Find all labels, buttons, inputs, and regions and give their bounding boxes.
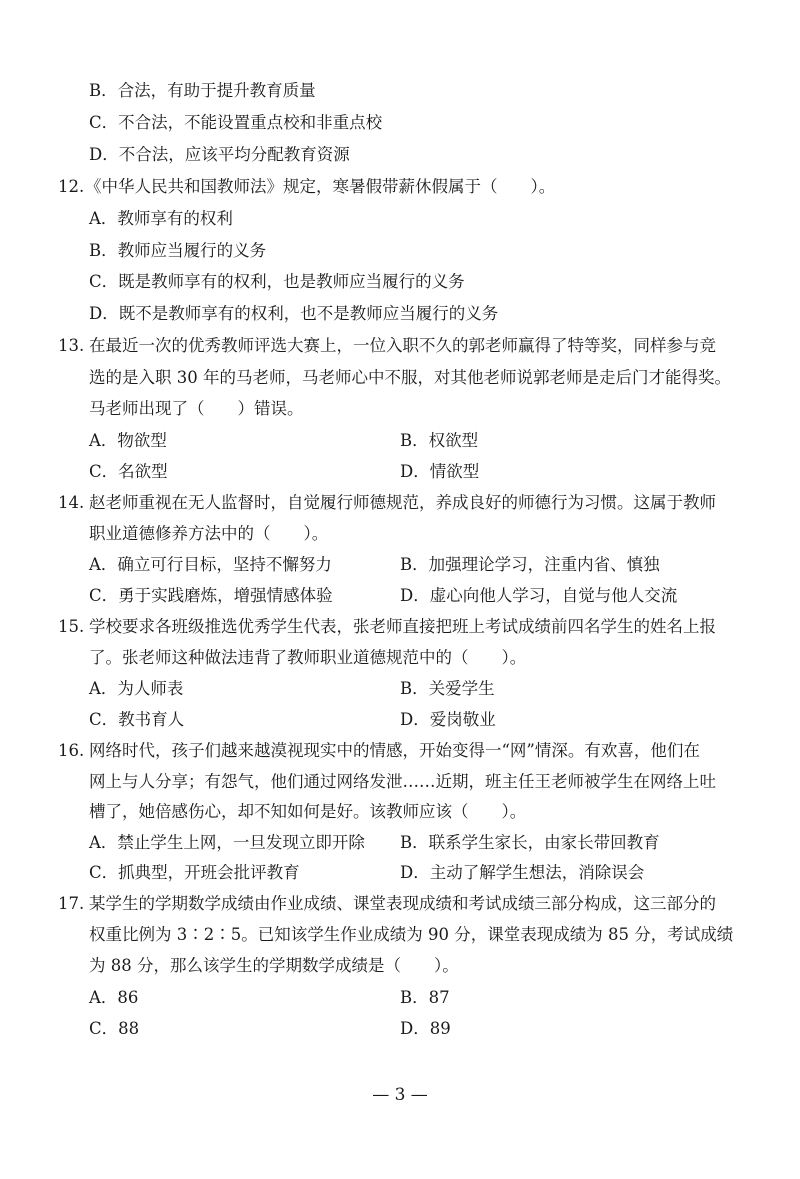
q13-stem-line-2: 选的是入职 30 年的马老师，马老师心中不服，对其他老师说郭老师是走后门才能得奖。 [89, 368, 731, 387]
q12-option-b: B．教师应当履行的义务 [89, 241, 267, 260]
q15-option-d: D．爱岗敬业 [400, 710, 496, 729]
q11-option-b: B．合法，有助于提升教育质量 [89, 81, 316, 100]
q11-option-d: D．不合法，应该平均分配教育资源 [89, 145, 350, 164]
q15-number: 15. [58, 617, 85, 636]
q14-option-b: B．加强理论学习，注重内省、慎独 [400, 555, 660, 574]
q17-stem-line-3: 为 88 分，那么该学生的学期数学成绩是（ ）。 [89, 956, 459, 975]
q15-option-b: B．关爱学生 [400, 679, 495, 698]
q17-stem-line-1: 某学生的学期数学成绩由作业成绩、课堂表现成绩和考试成绩三部分构成，这三部分的 [89, 894, 716, 913]
q17-option-b: B．87 [400, 988, 450, 1007]
q17-option-d: D．89 [400, 1019, 451, 1038]
q16-stem-line-1: 网络时代，孩子们越来越漠视现实中的情感，开始变得一“网”情深。有欢喜，他们在 [89, 741, 700, 760]
page-number: — 3 — [372, 1085, 428, 1105]
q14-stem-line-1: 赵老师重视在无人监督时，自觉履行师德规范，养成良好的师德行为习惯。这属于教师 [89, 493, 716, 512]
q15-option-c: C．教书育人 [89, 710, 185, 729]
q11-option-c: C．不合法，不能设置重点校和非重点校 [89, 113, 383, 132]
q12-option-a: A．教师享有的权利 [89, 209, 233, 228]
q16-option-a: A．禁止学生上网，一旦发现立即开除 [89, 833, 365, 852]
q14-option-d: D．虚心向他人学习，自觉与他人交流 [400, 586, 678, 605]
q17-option-a: A．86 [89, 988, 139, 1007]
q15-option-a: A．为人师表 [89, 679, 184, 698]
q16-option-d: D．主动了解学生想法，消除误会 [400, 863, 645, 882]
q13-option-b: B．权欲型 [400, 431, 479, 450]
q12-option-c: C．既是教师享有的权利，也是教师应当履行的义务 [89, 272, 465, 291]
q16-option-b: B．联系学生家长，由家长带回教育 [400, 833, 660, 852]
q14-stem-line-2: 职业道德修养方法中的（ ）。 [89, 524, 329, 543]
q14-option-a: A．确立可行目标，坚持不懈努力 [89, 555, 332, 574]
q14-number: 14. [58, 493, 85, 512]
q17-option-c: C．88 [89, 1019, 140, 1038]
q13-option-d: D．情欲型 [400, 462, 480, 481]
q13-option-c: C．名欲型 [89, 462, 168, 481]
q16-number: 16. [58, 741, 85, 760]
q13-option-a: A．物欲型 [89, 431, 167, 450]
q13-stem-line-1: 在最近一次的优秀教师评选大赛上，一位入职不久的郭老师赢得了特等奖，同样参与竞 [89, 336, 716, 355]
q17-number: 17. [58, 894, 85, 913]
q13-number: 13. [58, 336, 85, 355]
q12-stem-line-1: 《中华人民共和国教师法》规定，寒暑假带薪休假属于（ ）。 [85, 177, 556, 196]
q12-number: 12. [58, 177, 85, 196]
q14-option-c: C．勇于实践磨炼，增强情感体验 [89, 586, 333, 605]
q16-stem-line-2: 网上与人分享；有怨气，他们通过网络发泄……近期，班主任王老师被学生在网络上吐 [89, 772, 716, 791]
q15-stem-line-2: 了。张老师这种做法违背了教师职业道德规范中的（ ）。 [89, 648, 527, 667]
q15-stem-line-1: 学校要求各班级推选优秀学生代表，张老师直接把班上考试成绩前四名学生的姓名上报 [89, 617, 716, 636]
q13-stem-line-3: 马老师出现了（ ）错误。 [89, 399, 304, 418]
q16-stem-line-3: 槽了，她倍感伤心，却不知如何是好。该教师应该（ ）。 [89, 802, 527, 821]
q16-option-c: C．抓典型，开班会批评教育 [89, 863, 300, 882]
q17-stem-line-2: 权重比例为 3∶2∶5。已知该学生作业成绩为 90 分，课堂表现成绩为 85 分，考试成绩 [89, 925, 734, 944]
q12-option-d: D．既不是教师享有的权利，也不是教师应当履行的义务 [89, 304, 499, 323]
